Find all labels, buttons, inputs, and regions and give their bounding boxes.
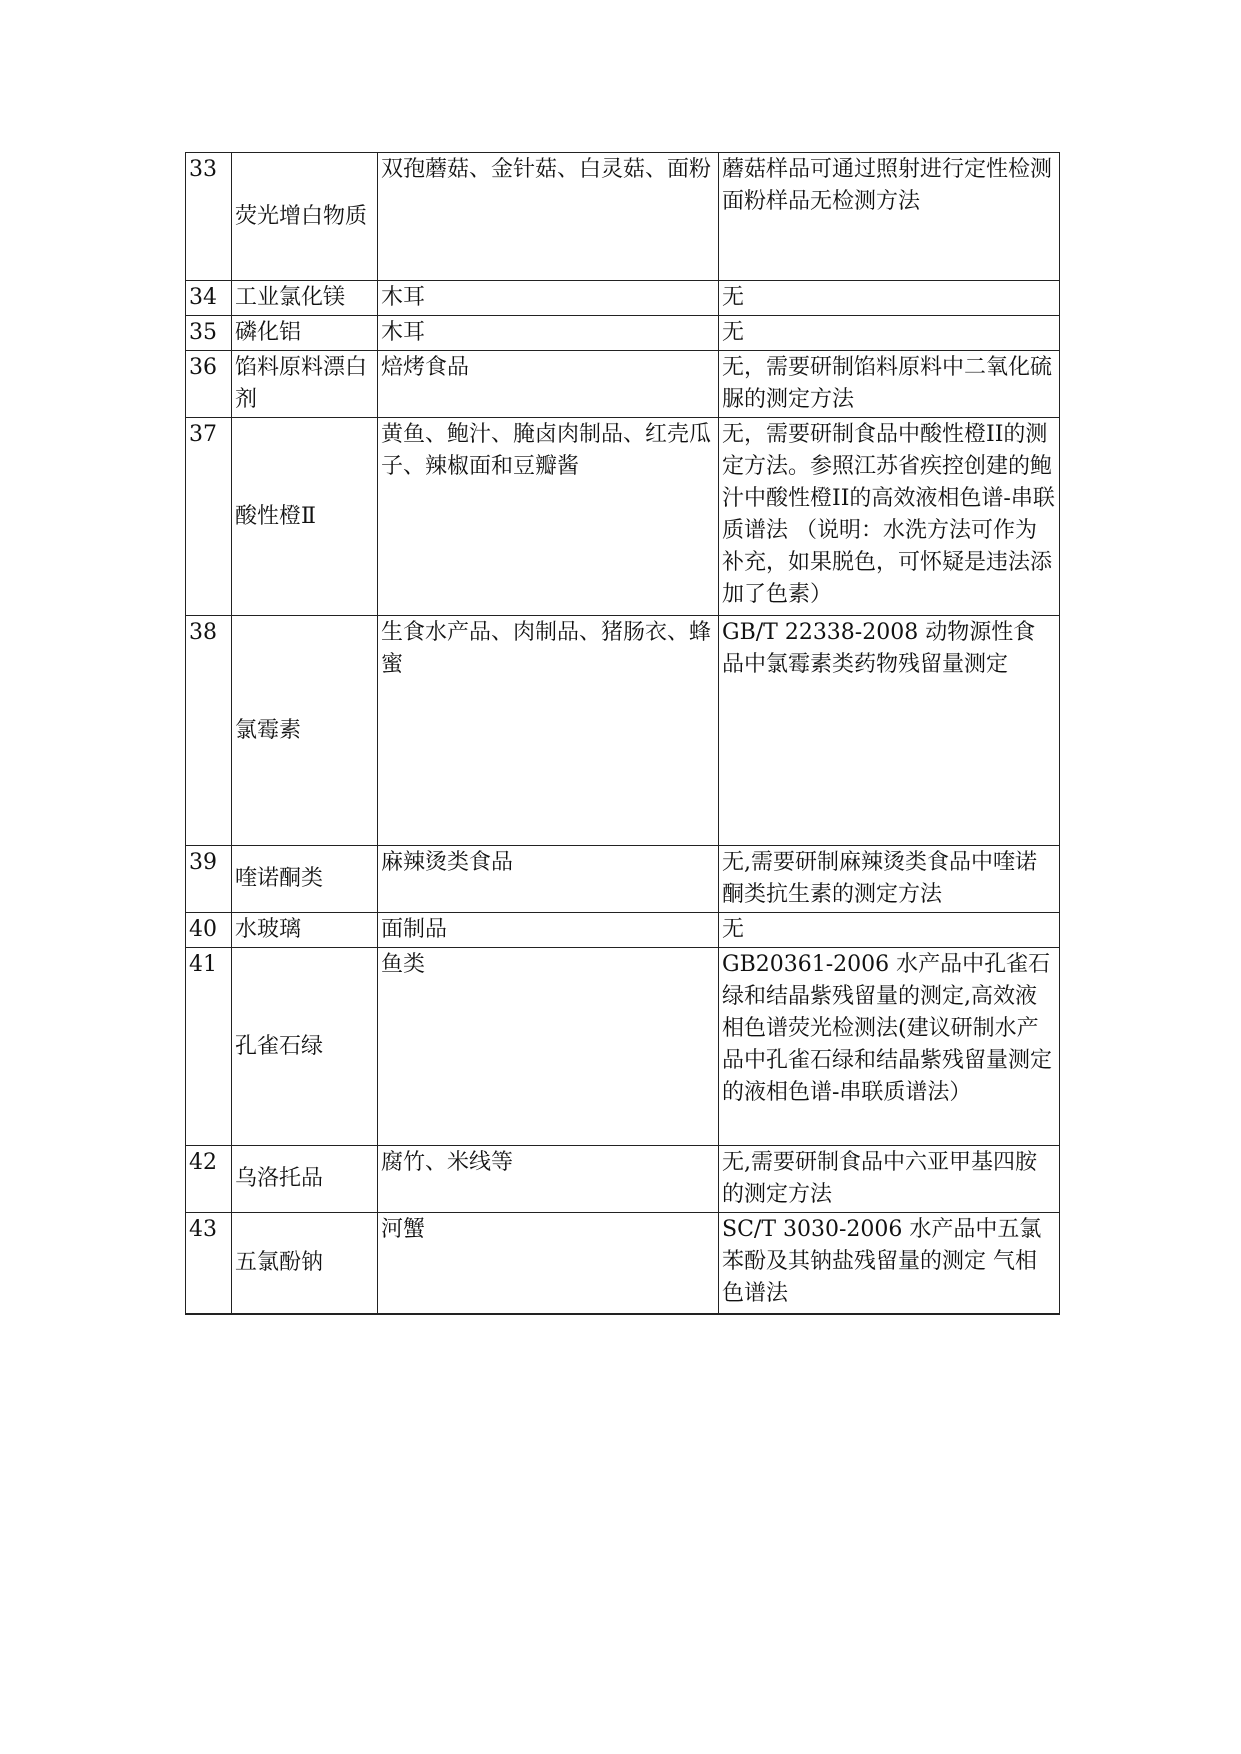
row-number-cell: 40 bbox=[186, 913, 232, 948]
row-number-cell: 35 bbox=[186, 316, 232, 351]
food-category-cell: 河蟹 bbox=[378, 1213, 719, 1314]
test-method-cell: GB/T 22338-2008 动物源性食品中氯霉素类药物残留量测定 bbox=[719, 616, 1060, 846]
table-row bbox=[186, 153, 1060, 281]
substance-name-cell: 磷化铝 bbox=[232, 316, 378, 351]
row-number-cell: 37 bbox=[186, 418, 232, 616]
row-number-cell: 39 bbox=[186, 846, 232, 913]
table-row bbox=[186, 948, 1060, 1146]
row-number-cell: 33 bbox=[186, 153, 232, 281]
substance-name-cell: 工业氯化镁 bbox=[232, 281, 378, 316]
additives-table bbox=[185, 152, 1060, 1315]
table-row bbox=[186, 316, 1060, 351]
substance-name-cell: 五氯酚钠 bbox=[232, 1213, 378, 1314]
table-row bbox=[186, 1146, 1060, 1213]
table-row bbox=[186, 913, 1060, 948]
test-method-cell: 无,需要研制麻辣烫类食品中喹诺酮类抗生素的测定方法 bbox=[719, 846, 1060, 913]
test-method-cell: 无 bbox=[719, 316, 1060, 351]
test-method-cell: 蘑菇样品可通过照射进行定性检测 面粉样品无检测方法 bbox=[719, 153, 1060, 281]
table-row bbox=[186, 281, 1060, 316]
row-number-cell: 43 bbox=[186, 1213, 232, 1314]
food-category-cell: 双孢蘑菇、金针菇、白灵菇、面粉 bbox=[378, 153, 719, 281]
food-category-cell: 黄鱼、鲍汁、腌卤肉制品、红壳瓜子、辣椒面和豆瓣酱 bbox=[378, 418, 719, 616]
row-number-cell: 41 bbox=[186, 948, 232, 1146]
row-number-cell: 42 bbox=[186, 1146, 232, 1213]
table-row bbox=[186, 846, 1060, 913]
test-method-cell: SC/T 3030-2006 水产品中五氯苯酚及其钠盐残留量的测定 气相色谱法 bbox=[719, 1213, 1060, 1314]
food-category-cell: 鱼类 bbox=[378, 948, 719, 1146]
row-number-cell: 38 bbox=[186, 616, 232, 846]
food-category-cell: 焙烤食品 bbox=[378, 351, 719, 418]
food-category-cell: 木耳 bbox=[378, 316, 719, 351]
substance-name-cell: 馅料原料漂白剂 bbox=[232, 351, 378, 418]
substance-name-cell: 酸性橙Ⅱ bbox=[232, 418, 378, 616]
test-method-cell: GB20361-2006 水产品中孔雀石绿和结晶紫残留量的测定,高效液相色谱荧光检测法(建议研制水产品中孔雀石绿和结晶紫残留量测定的液相色谱-串联质谱法） bbox=[719, 948, 1060, 1146]
food-category-cell: 麻辣烫类食品 bbox=[378, 846, 719, 913]
row-number-cell: 36 bbox=[186, 351, 232, 418]
test-method-cell: 无 bbox=[719, 913, 1060, 948]
food-category-cell: 木耳 bbox=[378, 281, 719, 316]
test-method-cell: 无，需要研制馅料原料中二氧化硫脲的测定方法 bbox=[719, 351, 1060, 418]
substance-name-cell: 荧光增白物质 bbox=[232, 153, 378, 281]
table-row bbox=[186, 418, 1060, 616]
row-number-cell: 34 bbox=[186, 281, 232, 316]
substance-name-cell: 孔雀石绿 bbox=[232, 948, 378, 1146]
substance-name-cell: 氯霉素 bbox=[232, 616, 378, 846]
substance-name-cell: 水玻璃 bbox=[232, 913, 378, 948]
substance-name-cell: 喹诺酮类 bbox=[232, 846, 378, 913]
substance-name-cell: 乌洛托品 bbox=[232, 1146, 378, 1213]
food-category-cell: 生食水产品、肉制品、猪肠衣、蜂蜜 bbox=[378, 616, 719, 846]
food-category-cell: 腐竹、米线等 bbox=[378, 1146, 719, 1213]
food-category-cell: 面制品 bbox=[378, 913, 719, 948]
test-method-cell: 无，需要研制食品中酸性橙II的测定方法。参照江苏省疾控创建的鲍汁中酸性橙II的高效液相色谱-串联质谱法 （说明：水洗方法可作为补充，如果脱色，可怀疑是违法添加了色素） bbox=[719, 418, 1060, 616]
test-method-cell: 无,需要研制食品中六亚甲基四胺的测定方法 bbox=[719, 1146, 1060, 1213]
table-row bbox=[186, 616, 1060, 846]
table-row bbox=[186, 1213, 1060, 1314]
test-method-cell: 无 bbox=[719, 281, 1060, 316]
table-row bbox=[186, 351, 1060, 418]
